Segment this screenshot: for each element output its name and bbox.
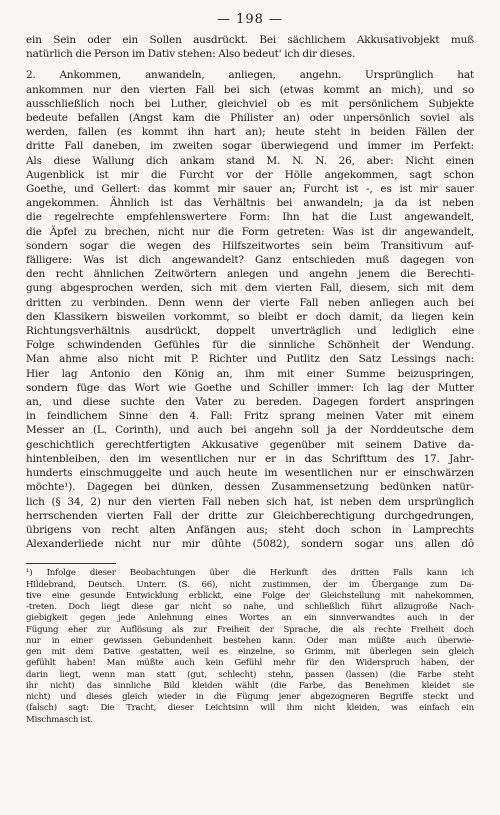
body-line: ankommen nur den vierten Fall bei sich (etwas kommt an mich), und so [26, 83, 474, 96]
footnote-divider [26, 563, 116, 564]
footnote-line: Hildebrand, Deutsch. Unterr. (S. 66), nicht zustimmen, der im Übergange zum Da- [26, 579, 474, 590]
body-line: Richtungsverhältnis ausdrückt, doppelt unverträglich und lediglich eine [26, 325, 474, 338]
body-line: die Äpfel zu brechen, nicht nur die Form getreten: Was ist dir angewandelt, [26, 225, 474, 238]
footnote-line: (falsch) sagt: Die Tracht, dieser Leichtsinn will ihm nicht kleiden, was einfach ein [26, 703, 474, 714]
body-line: an, und diese suchte den Vater zu bereden. Dagegen fordert anspringen [26, 396, 474, 409]
body-line: werden, fallen (es kommt ihn hart an); heute steht in beiden Fällen der [26, 126, 474, 139]
body-line: angekommen. Ähnlich ist das Verhältnis bei anwandeln; ja da ist neben [26, 197, 474, 210]
body-line: die regelrechte empfehlenswertere Form: Ihn hat die Lust angewandelt, [26, 211, 474, 224]
body-line: ausschließlich noch bei Luther, gleichviel ob es mit persönlichem Subjekte [26, 97, 474, 110]
footnote-line: nur in einer gewissen Gebundenheit bestehen kann. Oder man müßte auch überwie- [26, 635, 474, 646]
footnote-line: -treten. Doch liegt diese gar nicht so nahe, und schließlich führt allzugroße Nach- [26, 602, 474, 613]
body-line: bedeute befallen (Angst kam die Philister an) oder unpersönlich soviel als [26, 112, 474, 125]
body-line: geschichtlich gerechtfertigten Akkusative gegenüber mit seinem Dative da- [26, 438, 474, 451]
body-line: gung abgesprochen werden, sich mit dem vierten Fall, diesem, sich mit dem [26, 282, 474, 295]
footnote-line: gefühlt haben! Man müßte auch kein Gefühl mehr für den Widerspruch haben, der [26, 658, 474, 669]
body-line: Als diese Wallung dich ankam stand M. N. N. 26, aber: Nicht einen [26, 154, 474, 167]
body-line: hintenbleiben, den im wesentlichen nur er in das Schrifttum des 17. Jahr- [26, 452, 474, 465]
body-line: Hier lag Antonio den König an, ihm mit einer Summe beizuspringen, [26, 367, 474, 380]
section-heading-line: 2. Ankommen, anwandeln, anliegen, angehn. Ursprünglich hat [26, 69, 474, 82]
body-line: den recht ähnlichen Zeitwörtern anlegen und angehn jenem die Berechti- [26, 268, 474, 281]
body-line: Alexanderliede nicht nur mir dûhte (5082), sondern sogar uns allen dô [26, 538, 474, 551]
body-line: den Klassikern bisweilen vorkommt, so bleibt er doch damit, da liegen kein [26, 310, 474, 323]
body-line: herrschenden vierten Fall der dritte zur Gleichberechtigung durchgedrungen, [26, 509, 474, 522]
body-line: ein Sein oder ein Sollen ausdrückt. Bei sächlichem Akkusativobjekt muß [26, 34, 474, 46]
body-line: sondern sogar die wegen des Hilfszeitwortes sein beim Transitivum auf- [26, 239, 474, 252]
body-line: Man ahme also nicht mit P. Richter und Putlitz den Satz Lessings nach: [26, 353, 474, 366]
footnote-line: Fügung eher zur Auflösung als zur Freiheit der Sprache, die als rechte Freiheit doch [26, 624, 474, 635]
footnote-line: giebigkeit gegen jede Anlehnung eines Wortes an ein sinnverwandtes auch in der [26, 613, 474, 624]
footnote-line: Mischmasch ist. [26, 714, 93, 725]
body-text [26, 33, 474, 551]
body-line: Goethe, und Gellert: das kommt mir sauer an; Furcht ist -, es ist mir sauer [26, 183, 474, 196]
body-line: lich (§ 34, 2) nur den vierten Fall neben sich hat, ist neben dem ursprünglich [26, 495, 474, 508]
footnote-line: darin liegt, wenn man statt (gut, schlecht) stehn, passen (lassen) (die Farbe steht [26, 669, 474, 680]
page-number: — 198 — [216, 12, 284, 27]
footnote [26, 568, 474, 726]
body-line: Messer an (L. Corinth), und auch bei angehn soll ja der Norddeutsche dem [26, 424, 474, 437]
footnote-line: nicht) und dieses gleich wieder in die Fügung jener abgezogneren Begriffe steckt und [26, 692, 474, 703]
body-line: hunderts einschmuggelte und auch heute im wesentlichen nur er einschwärzen [26, 467, 474, 480]
body-line: Folge schwindenden Gefühles für die sinnliche Schönheit der Wendung. [26, 339, 474, 352]
body-line: natürlich die Person im Dativ stehen: Also bedeut' ich dir dieses. [26, 48, 356, 61]
footnote-line: ¹) Infolge dieser Beobachtungen über die Herkunft des dritten Falls kann ich [26, 568, 474, 579]
body-line: dritte Fall daneben, im zweiten sogar überwiegend und immer im Perfekt: [26, 140, 474, 153]
footnote-line: ihr nicht) das sinnliche Bild kleiden wählt (die Farbe, das Benehmen kleidet sie [26, 680, 474, 691]
footnote-line: gen mit dem Dative gestatten, weil es einzelne, so Grimm, mit überlegen sein gleich [26, 647, 474, 658]
body-line: sondern füge das Wort wie Goethe und Schiller immer: Ich lag der Mutter [26, 381, 474, 394]
body-line: dritten zu verbinden. Denn wenn der vierte Fall neben anliegen auch bei [26, 296, 474, 309]
body-line: fälligere: Was ist dich angewandelt? Ganz entschieden muß dagegen von [26, 254, 474, 267]
footnote-line: tive eine gesunde Entwicklung erblickt, eine Folge der Gleichstellung mit nahekommen, [26, 590, 474, 601]
body-line: in feindlichem Sinne den 4. Fall: Fritz sprang meinen Vater mit einem [26, 410, 474, 423]
body-line: übrigens von recht alten Anfängen aus; steht doch schon in Lamprechts [26, 523, 474, 536]
body-line: möchte¹). Dagegen bei dünken, dessen Zusammensetzung bedünken natür- [26, 481, 474, 494]
body-line: Augenblick ist mir die Furcht vor der Hölle angekommen, sagt schon [26, 168, 474, 181]
